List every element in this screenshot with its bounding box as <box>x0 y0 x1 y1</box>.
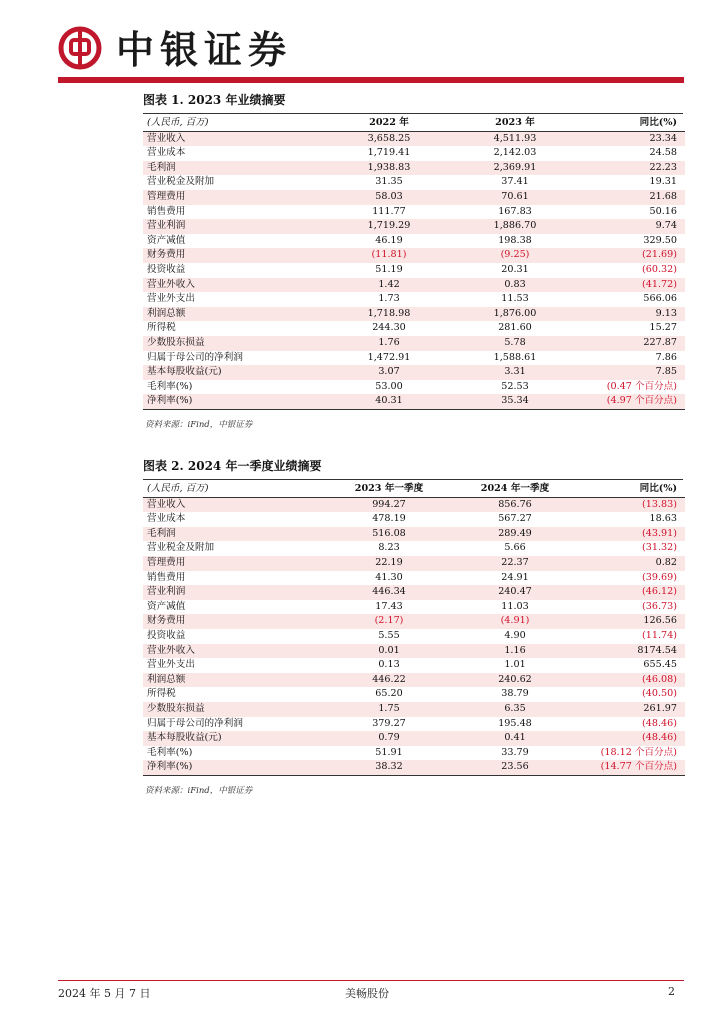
table-cell: (18.12 个百分点) <box>578 746 685 761</box>
table-cell: 1.76 <box>326 336 452 351</box>
table-cell: 4,511.93 <box>452 131 578 146</box>
column-header: 同比(%) <box>578 116 685 131</box>
table-cell: 566.06 <box>578 292 685 307</box>
table-cell: 167.83 <box>452 205 578 220</box>
table-1-title-rule <box>143 113 683 114</box>
table-cell: 379.27 <box>326 717 452 732</box>
table-row <box>143 234 685 249</box>
table-cell: (48.46) <box>578 731 685 746</box>
table-cell: 11.53 <box>452 292 578 307</box>
table-row <box>143 321 685 336</box>
table-cell: (11.74) <box>578 629 685 644</box>
table-cell: 5.78 <box>452 336 578 351</box>
table-2 <box>143 482 685 776</box>
table-cell: (2.17) <box>326 614 452 629</box>
table-cell: 8.23 <box>326 541 452 556</box>
table-cell: 0.01 <box>326 644 452 659</box>
table-cell: 289.49 <box>452 527 578 542</box>
table-row <box>143 190 685 205</box>
table-cell: 37.41 <box>452 175 578 190</box>
table-row <box>143 278 685 293</box>
row-label: 营业税金及附加 <box>143 541 326 556</box>
table-row <box>143 702 685 717</box>
table-row <box>143 717 685 732</box>
row-label: 营业成本 <box>143 146 326 161</box>
row-label: 财务费用 <box>143 248 326 263</box>
table-cell: 1,588.61 <box>452 351 578 366</box>
column-header: (人民币, 百万) <box>143 116 326 131</box>
row-label: 利润总额 <box>143 307 326 322</box>
row-label: 少数股东损益 <box>143 702 326 717</box>
table-cell: 6.35 <box>452 702 578 717</box>
column-header: 同比(%) <box>578 482 685 497</box>
row-label: 归属于母公司的净利润 <box>143 717 326 732</box>
table-cell: 126.56 <box>578 614 685 629</box>
row-label: 资产减值 <box>143 234 326 249</box>
table-cell: 65.20 <box>326 687 452 702</box>
table-cell: 1,876.00 <box>452 307 578 322</box>
table-cell: (14.77 个百分点) <box>578 760 685 775</box>
table-row <box>143 658 685 673</box>
table-row <box>143 527 685 542</box>
table-cell: (60.32) <box>578 263 685 278</box>
table-cell: 11.03 <box>452 600 578 615</box>
row-label: 营业外支出 <box>143 292 326 307</box>
table-row <box>143 248 685 263</box>
row-label: 基本每股收益(元) <box>143 365 326 380</box>
table-cell: 50.16 <box>578 205 685 220</box>
table-2-title: 图表 2. 2024 年一季度业绩摘要 <box>143 459 322 473</box>
table-row <box>143 629 685 644</box>
row-label: 管理费用 <box>143 556 326 571</box>
table-row <box>143 219 685 234</box>
row-label: 投资收益 <box>143 263 326 278</box>
column-header: 2022 年 <box>326 116 452 131</box>
table-cell: 1.16 <box>452 644 578 659</box>
table-row <box>143 571 685 586</box>
table-cell: 38.32 <box>326 760 452 775</box>
table-cell: (40.50) <box>578 687 685 702</box>
row-label: 毛利润 <box>143 527 326 542</box>
table-cell: 52.53 <box>452 380 578 395</box>
table-cell: (46.12) <box>578 585 685 600</box>
table-cell: 1.75 <box>326 702 452 717</box>
row-label: 营业利润 <box>143 219 326 234</box>
table-cell: 516.08 <box>326 527 452 542</box>
table-cell: 22.23 <box>578 161 685 176</box>
row-label: 归属于母公司的净利润 <box>143 351 326 366</box>
table-cell: 41.30 <box>326 571 452 586</box>
table-cell: 1,719.41 <box>326 146 452 161</box>
table-cell: 3,658.25 <box>326 131 452 146</box>
table-cell: 5.55 <box>326 629 452 644</box>
table-row <box>143 131 685 146</box>
table-cell: 0.79 <box>326 731 452 746</box>
table-row <box>143 365 685 380</box>
table-cell: 3.31 <box>452 365 578 380</box>
table-cell: (9.25) <box>452 248 578 263</box>
row-label: 毛利率(%) <box>143 380 326 395</box>
table-row <box>143 263 685 278</box>
table-cell: (13.83) <box>578 497 685 512</box>
table-cell: 23.56 <box>452 760 578 775</box>
table-1-section <box>143 92 683 430</box>
table-cell: (0.47 个百分点) <box>578 380 685 395</box>
row-label: 投资收益 <box>143 629 326 644</box>
table-cell: 195.48 <box>452 717 578 732</box>
table-cell: 240.47 <box>452 585 578 600</box>
table-2-section <box>143 458 683 796</box>
table-row <box>143 336 685 351</box>
table-cell: 1.42 <box>326 278 452 293</box>
table-header-row <box>143 116 685 131</box>
table-row <box>143 380 685 395</box>
table-cell: 1,718.98 <box>326 307 452 322</box>
table-row <box>143 175 685 190</box>
table-cell: 5.66 <box>452 541 578 556</box>
table-cell: 198.38 <box>452 234 578 249</box>
row-label: 营业收入 <box>143 497 326 512</box>
row-label: 营业外收入 <box>143 278 326 293</box>
table-cell: 261.97 <box>578 702 685 717</box>
table-row <box>143 205 685 220</box>
table-cell: 9.13 <box>578 307 685 322</box>
table-cell: (4.97 个百分点) <box>578 394 685 409</box>
table-2-source: 资料来源：iFind，中银证券 <box>145 785 253 796</box>
table-row <box>143 746 685 761</box>
row-label: 所得税 <box>143 321 326 336</box>
table-cell: 0.82 <box>578 556 685 571</box>
table-cell: (43.91) <box>578 527 685 542</box>
table-cell: (41.72) <box>578 278 685 293</box>
footer-date: 2024 年 5 月 7 日 <box>58 987 151 1000</box>
table-cell: 17.43 <box>326 600 452 615</box>
table-cell: 33.79 <box>452 746 578 761</box>
table-cell: (39.69) <box>578 571 685 586</box>
table-2-title-rule <box>143 479 683 480</box>
row-label: 营业税金及附加 <box>143 175 326 190</box>
table-cell: 9.74 <box>578 219 685 234</box>
table-cell: 19.31 <box>578 175 685 190</box>
table-row <box>143 512 685 527</box>
row-label: 净利率(%) <box>143 760 326 775</box>
header-divider <box>58 77 684 83</box>
table-row <box>143 585 685 600</box>
table-1 <box>143 116 685 410</box>
table-cell: 46.19 <box>326 234 452 249</box>
table-row <box>143 307 685 322</box>
row-label: 营业外支出 <box>143 658 326 673</box>
table-cell: 53.00 <box>326 380 452 395</box>
row-label: 所得税 <box>143 687 326 702</box>
table-cell: 51.91 <box>326 746 452 761</box>
table-row <box>143 541 685 556</box>
table-cell: (46.08) <box>578 673 685 688</box>
table-row <box>143 394 685 409</box>
table-cell: 51.19 <box>326 263 452 278</box>
table-cell: 0.83 <box>452 278 578 293</box>
row-label: 资产减值 <box>143 600 326 615</box>
table-1-title: 图表 1. 2023 年业绩摘要 <box>143 93 286 107</box>
table-cell: 3.07 <box>326 365 452 380</box>
table-cell: 22.19 <box>326 556 452 571</box>
table-cell: (11.81) <box>326 248 452 263</box>
table-cell: 24.91 <box>452 571 578 586</box>
table-row <box>143 497 685 512</box>
table-cell: 23.34 <box>578 131 685 146</box>
bank-of-china-logo-icon <box>58 26 102 70</box>
row-label: 销售费用 <box>143 205 326 220</box>
row-label: 基本每股收益(元) <box>143 731 326 746</box>
table-cell: 58.03 <box>326 190 452 205</box>
footer-company: 美畅股份 <box>345 987 389 1000</box>
column-header: 2023 年一季度 <box>326 482 452 497</box>
table-cell: 1.73 <box>326 292 452 307</box>
table-cell: 446.22 <box>326 673 452 688</box>
page-number: 2 <box>668 985 675 998</box>
row-label: 净利率(%) <box>143 394 326 409</box>
table-cell: 7.86 <box>578 351 685 366</box>
table-row <box>143 673 685 688</box>
table-cell: 478.19 <box>326 512 452 527</box>
row-label: 利润总额 <box>143 673 326 688</box>
table-1-body <box>143 131 685 409</box>
table-cell: 70.61 <box>452 190 578 205</box>
table-header-row <box>143 482 685 497</box>
table-cell: (48.46) <box>578 717 685 732</box>
table-cell: (4.91) <box>452 614 578 629</box>
table-cell: 4.90 <box>452 629 578 644</box>
row-label: 少数股东损益 <box>143 336 326 351</box>
column-header: (人民币, 百万) <box>143 482 326 497</box>
row-label: 营业收入 <box>143 131 326 146</box>
table-row <box>143 146 685 161</box>
table-row <box>143 600 685 615</box>
table-cell: 856.76 <box>452 497 578 512</box>
table-cell: 15.27 <box>578 321 685 336</box>
table-cell: 22.37 <box>452 556 578 571</box>
table-1-source: 资料来源：iFind，中银证券 <box>145 419 253 430</box>
row-label: 营业外收入 <box>143 644 326 659</box>
table-cell: 21.68 <box>578 190 685 205</box>
table-row <box>143 161 685 176</box>
table-cell: 281.60 <box>452 321 578 336</box>
table-row <box>143 644 685 659</box>
table-cell: 994.27 <box>326 497 452 512</box>
table-cell: 329.50 <box>578 234 685 249</box>
table-cell: 1,886.70 <box>452 219 578 234</box>
table-cell: 24.58 <box>578 146 685 161</box>
table-cell: 18.63 <box>578 512 685 527</box>
table-row <box>143 614 685 629</box>
table-row <box>143 351 685 366</box>
table-cell: 2,369.91 <box>452 161 578 176</box>
table-cell: 655.45 <box>578 658 685 673</box>
table-cell: 20.31 <box>452 263 578 278</box>
table-cell: 8174.54 <box>578 644 685 659</box>
row-label: 管理费用 <box>143 190 326 205</box>
row-label: 财务费用 <box>143 614 326 629</box>
table-cell: 240.62 <box>452 673 578 688</box>
table-cell: 35.34 <box>452 394 578 409</box>
table-cell: 227.87 <box>578 336 685 351</box>
table-row <box>143 292 685 307</box>
table-row <box>143 687 685 702</box>
table-cell: 244.30 <box>326 321 452 336</box>
row-label: 销售费用 <box>143 571 326 586</box>
table-cell: 1,938.83 <box>326 161 452 176</box>
table-2-body <box>143 497 685 775</box>
table-cell: 1,719.29 <box>326 219 452 234</box>
table-cell: 7.85 <box>578 365 685 380</box>
table-cell: 0.13 <box>326 658 452 673</box>
table-row <box>143 556 685 571</box>
table-cell: (21.69) <box>578 248 685 263</box>
table-cell: (36.73) <box>578 600 685 615</box>
table-cell: 31.35 <box>326 175 452 190</box>
column-header: 2024 年一季度 <box>452 482 578 497</box>
brand-name: 中银证券 <box>116 27 293 72</box>
footer-divider <box>58 980 684 981</box>
table-row <box>143 760 685 775</box>
column-header: 2023 年 <box>452 116 578 131</box>
row-label: 毛利润 <box>143 161 326 176</box>
page-header <box>58 26 684 76</box>
table-cell: (31.32) <box>578 541 685 556</box>
table-cell: 2,142.03 <box>452 146 578 161</box>
table-cell: 0.41 <box>452 731 578 746</box>
table-cell: 1,472.91 <box>326 351 452 366</box>
row-label: 营业利润 <box>143 585 326 600</box>
table-cell: 446.34 <box>326 585 452 600</box>
table-cell: 40.31 <box>326 394 452 409</box>
table-cell: 111.77 <box>326 205 452 220</box>
row-label: 营业成本 <box>143 512 326 527</box>
table-cell: 567.27 <box>452 512 578 527</box>
table-cell: 38.79 <box>452 687 578 702</box>
table-cell: 1.01 <box>452 658 578 673</box>
row-label: 毛利率(%) <box>143 746 326 761</box>
table-row <box>143 731 685 746</box>
